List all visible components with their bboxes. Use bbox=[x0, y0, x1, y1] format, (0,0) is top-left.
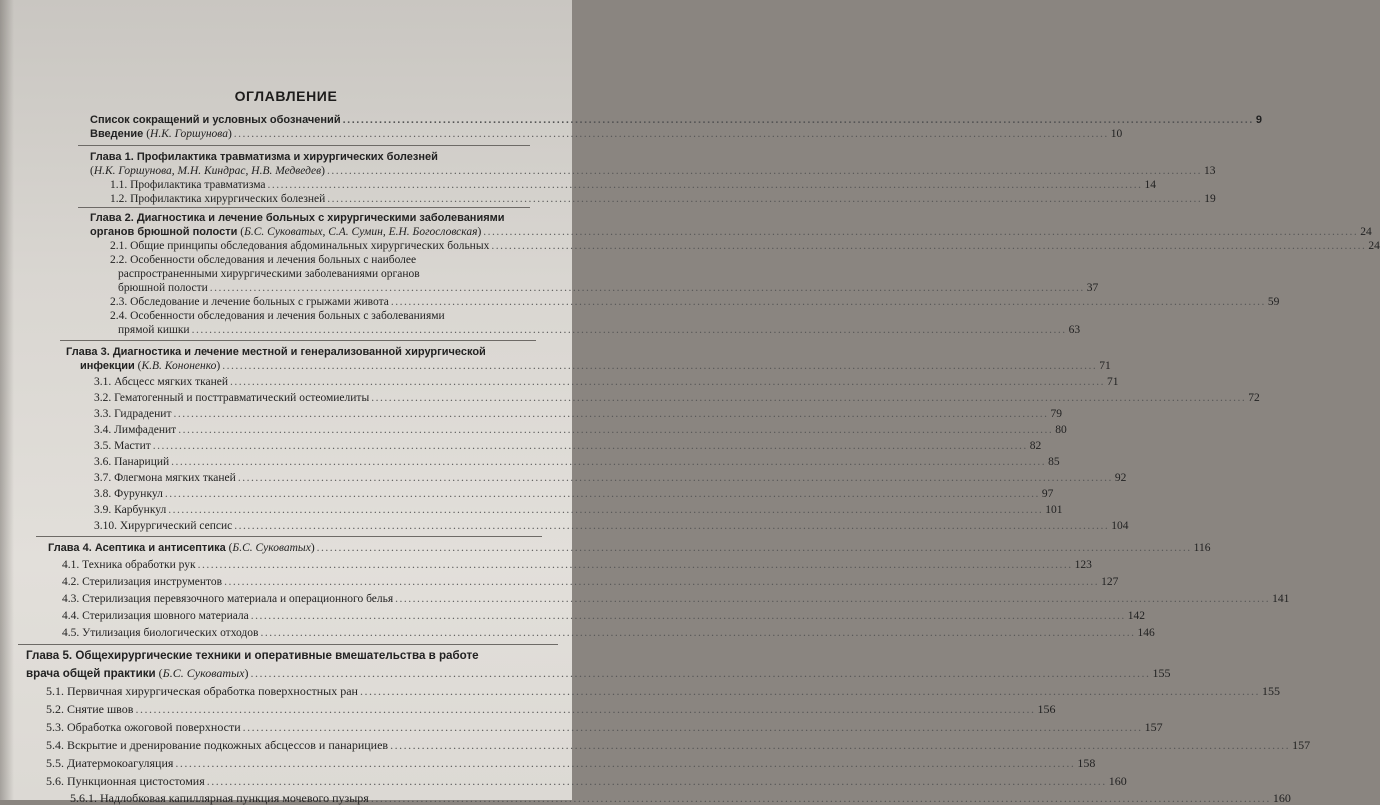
toc-entry-text: 2.2. Особенности обследования и лечения больных с наиболее bbox=[110, 254, 417, 266]
toc-entry: 5.5. Диатермокоагуляция ..... 158 bbox=[46, 756, 558, 770]
toc-entry: 5.6. Пункционная цистостомия ..... 160 bbox=[46, 774, 560, 788]
toc-entry-text: 2.4. Особенности обследования и лечения больных с заболеваниями bbox=[110, 310, 445, 322]
toc-entry: 4.5. Утилизация биологических отходов ..... 146 bbox=[62, 626, 552, 640]
toc-entry: 3.10. Хирургический сепсис ..... 104 bbox=[94, 519, 542, 533]
toc-entry: брюшной полости ..... 37 bbox=[118, 281, 528, 295]
toc-entry: 3.9. Карбункул ..... 101 bbox=[94, 503, 536, 517]
chapter-heading: Глава 2. Диагностика и лечение больных с хирургическими заболеваниями bbox=[90, 212, 505, 224]
toc-entry: 3.7. Флегмона мягких тканей ..... 92 bbox=[94, 471, 536, 485]
chapter-heading: Глава 5. Общехирургические техники и оперативные вмешательства в работе bbox=[26, 649, 479, 662]
toc-entry: 5.3. Обработка ожоговой поверхности ..... 157 bbox=[46, 720, 556, 734]
divider bbox=[78, 207, 530, 208]
toc-entry: Введение (Н.К. Горшунова) ..... 10 bbox=[90, 127, 522, 141]
toc-entry: органов брюшной полости (Б.С. Суковатых, С.А. Сумин, Е.Н. Богословская) ..... 24 bbox=[90, 225, 522, 239]
toc-entry: 5.4. Вскрытие и дренирование подкожных абсцессов и панарициев ..... 157 bbox=[46, 738, 558, 752]
toc-entry: 1.1. Профилактика травматизма ..... 14 bbox=[110, 178, 522, 192]
toc-entry: 5.6.1. Надлобковая капиллярная пункция мочевого пузыря ..... 160 bbox=[70, 791, 560, 805]
toc-entry: 3.6. Панариций ..... 85 bbox=[94, 455, 536, 469]
toc-entry: 4.1. Техника обработки рук ..... 123 bbox=[62, 558, 548, 572]
toc-entry: инфекции (К.В. Кононенко) ..... 71 bbox=[80, 359, 536, 373]
toc-entry: 4.4. Стерилизация шовного материала ..... 142 bbox=[62, 609, 550, 623]
toc-entry: 4.3. Стерилизация перевязочного материала и операционного белья ..... 141 bbox=[62, 592, 548, 606]
divider bbox=[36, 536, 542, 537]
toc-entry: 3.5. Мастит ..... 82 bbox=[94, 439, 536, 453]
chapter-heading: Глава 3. Диагностика и лечение местной и генерализованной хирургической bbox=[66, 346, 486, 358]
toc-entry: 1.2. Профилактика хирургических болезней ..... 19 bbox=[110, 192, 522, 206]
divider bbox=[60, 340, 536, 341]
toc-entry: 4.2. Стерилизация инструментов ..... 127 bbox=[62, 575, 548, 589]
divider bbox=[78, 145, 530, 146]
chapter-heading: Глава 1. Профилактика травматизма и хирургических болезней bbox=[90, 151, 438, 163]
toc-entry: 3.3. Гидраденит ..... 79 bbox=[94, 407, 536, 421]
toc-entry: прямой кишки ..... 63 bbox=[118, 323, 530, 337]
toc-entry: 5.2. Снятие швов ..... 156 bbox=[46, 702, 556, 716]
toc-entry: 3.1. Абсцесс мягких тканей ..... 71 bbox=[94, 375, 536, 389]
toc-entry: (Н.К. Горшунова, М.Н. Киндрас, Н.В. Медведев) ..... 13 bbox=[90, 164, 522, 178]
toc-entry: 2.1. Общие принципы обследования абдоминальных хирургических больных ..... 24 bbox=[110, 239, 522, 253]
toc-entry: 5.1. Первичная хирургическая обработка поверхностных ран ..... 155 bbox=[46, 684, 554, 698]
toc-entry: 3.4. Лимфаденит ..... 80 bbox=[94, 423, 536, 437]
toc-entry: 3.8. Фурункул ..... 97 bbox=[94, 487, 536, 501]
toc-entry-text: распространенными хирургическими заболеваниями органов bbox=[118, 268, 420, 280]
toc-entry: 3.2. Гематогенный и посттравматический остеомиелиты ..... 72 bbox=[94, 391, 536, 405]
divider bbox=[18, 644, 558, 645]
toc-entry: 2.3. Обследование и лечение больных с грыжами живота ..... 59 bbox=[110, 295, 530, 309]
toc-entry: Глава 4. Асептика и антисептика (Б.С. Суковатых) ..... 116 bbox=[48, 541, 542, 555]
toc-entry: Список сокращений и условных обозначений ..... 9 bbox=[90, 113, 522, 127]
page-title: ОГЛАВЛЕНИЕ bbox=[234, 88, 338, 104]
toc-entry: врача общей практики (Б.С. Суковатых) ..... 155 bbox=[26, 666, 554, 681]
